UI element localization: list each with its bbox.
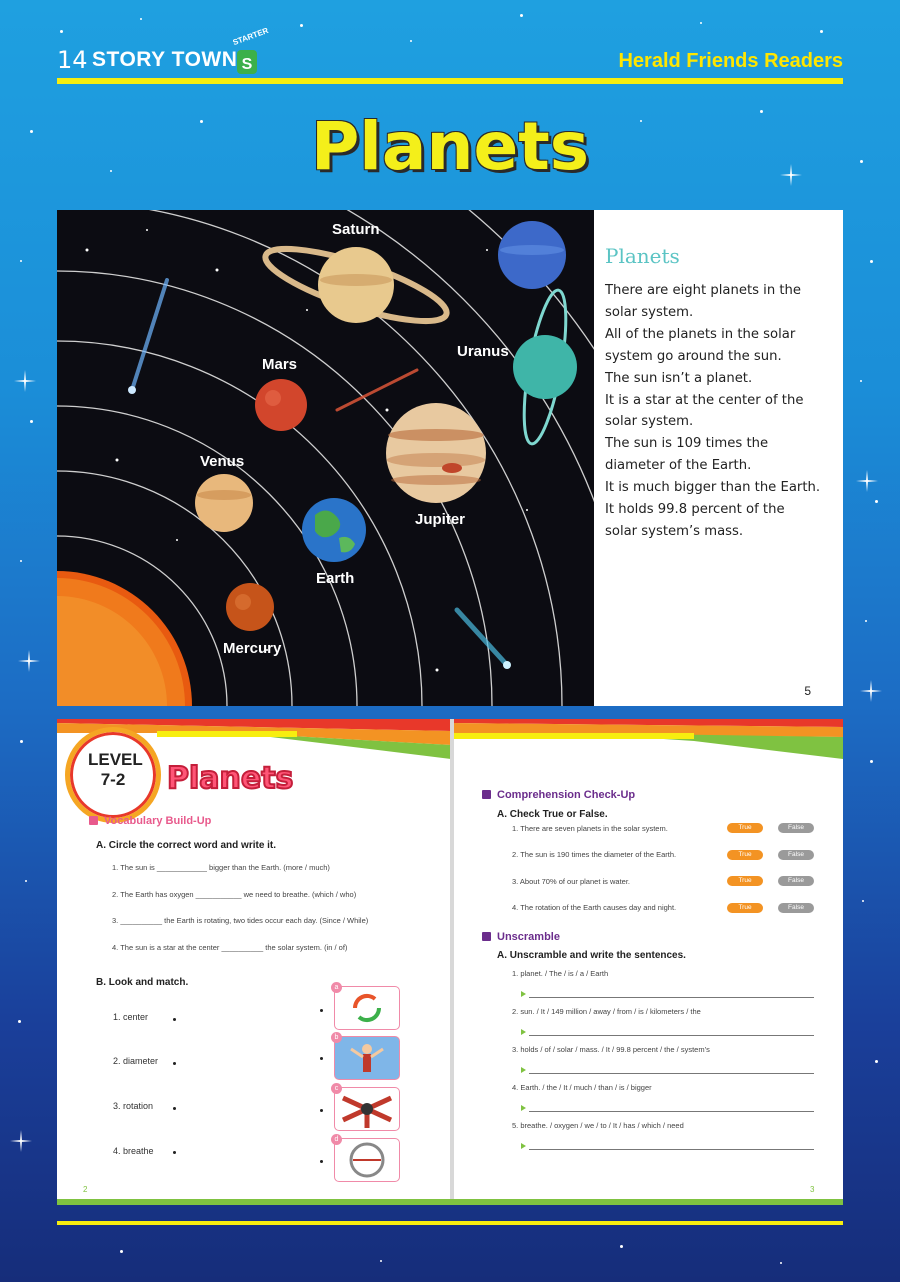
unscramble-item-1: 1. planet. / The / is / a / Earth	[512, 969, 609, 978]
story-line: solar system’s mass.	[605, 523, 744, 539]
planet-label-mercury: Mercury	[223, 640, 282, 657]
vocab-a-item-1: 1. The sun is ____________ bigger than the Earth. (more / much)	[112, 863, 330, 872]
solar-system-illustration	[57, 210, 594, 706]
planet-label-mars: Mars	[262, 356, 298, 373]
planet-label-jupiter: Jupiter	[415, 511, 466, 528]
true-button[interactable]: True	[727, 823, 763, 833]
comprehension-heading: Comprehension Check-Up	[482, 789, 635, 801]
answer-line-1[interactable]	[529, 997, 814, 998]
vocab-a-heading: A. Circle the correct word and write it.	[96, 840, 277, 851]
match-word-1: 1. center	[113, 1012, 149, 1022]
story-text-page	[594, 210, 843, 706]
publisher-name: Herald Friends Readers	[618, 50, 843, 72]
workbook-left-page	[57, 719, 451, 1205]
match-picture-a	[334, 986, 400, 1030]
solar-system-art	[57, 210, 594, 706]
story-line: solar system.	[605, 304, 694, 320]
answer-line-4[interactable]	[529, 1111, 814, 1112]
true-button[interactable]: True	[727, 876, 763, 886]
match-word-4: 4. breathe	[113, 1146, 154, 1156]
match-picture-b	[334, 1036, 400, 1080]
unscramble-item-4: 4. Earth. / the / It / much / than / is / bigger	[512, 1083, 652, 1092]
answer-line-3[interactable]	[529, 1073, 814, 1074]
storybook-spread	[57, 210, 843, 706]
tf-item-4: 4. The rotation of the Earth causes day and night.	[512, 903, 677, 912]
false-button[interactable]: False	[778, 903, 814, 913]
story-line: It is much bigger than the Earth.	[605, 480, 821, 496]
rotation-arrows-icon	[335, 987, 399, 1029]
svg-text:S: S	[241, 56, 253, 73]
level-value: 7-2	[100, 770, 126, 789]
match-dot-right-a[interactable]	[320, 1009, 323, 1012]
vocab-heading: Vocabulary Build-Up	[89, 815, 211, 827]
arrow-icon	[521, 991, 526, 997]
level-text	[88, 750, 143, 790]
pic-tag: b	[331, 1032, 342, 1043]
match-dot-right-c[interactable]	[320, 1109, 323, 1112]
book-icon	[482, 790, 491, 799]
pic-tag: d	[331, 1134, 342, 1145]
false-button[interactable]: False	[778, 823, 814, 833]
true-button[interactable]: True	[727, 850, 763, 860]
story-title: Planets	[605, 244, 680, 268]
tf-item-2: 2. The sun is 190 times the diameter of the Earth.	[512, 850, 677, 859]
planet-label-earth: Earth	[316, 570, 355, 587]
workbook-page-number-left: 2	[83, 1185, 88, 1194]
match-picture-c	[334, 1087, 400, 1131]
story-line: All of the planets in the solar	[605, 326, 796, 342]
footer-rule	[57, 1221, 843, 1225]
match-word-2: 2. diameter	[113, 1056, 159, 1066]
match-dot-left-4[interactable]	[173, 1151, 176, 1154]
unscramble-item-5: 5. breathe. / oxygen / we / to / It / has / which / need	[512, 1121, 684, 1130]
diameter-circle-icon	[335, 1139, 399, 1181]
answer-line-2[interactable]	[529, 1035, 814, 1036]
starter-badge-icon	[235, 42, 259, 76]
arrow-icon	[521, 1105, 526, 1111]
match-dot-right-d[interactable]	[320, 1160, 323, 1163]
match-picture-d	[334, 1138, 400, 1182]
pic-tag: c	[331, 1083, 342, 1094]
vocab-a-item-2: 2. The Earth has oxygen ___________ we need to breathe. (which / who)	[112, 890, 357, 899]
top-color-bands-right	[454, 719, 843, 759]
planet-label-uranus: Uranus	[457, 343, 509, 360]
match-dot-left-3[interactable]	[173, 1107, 176, 1110]
page-header	[57, 25, 843, 88]
tf-item-3: 3. About 70% of our planet is water.	[512, 877, 630, 886]
center-target-icon	[335, 1088, 399, 1130]
book-icon	[482, 932, 491, 941]
page-title: Planets	[310, 108, 590, 185]
vocab-b-heading: B. Look and match.	[96, 977, 189, 988]
match-dot-left-1[interactable]	[173, 1018, 176, 1021]
story-line: It holds 99.8 percent of the	[605, 502, 785, 518]
story-line: system go around the sun.	[605, 348, 782, 364]
arrow-icon	[521, 1067, 526, 1073]
workbook-page-number-right: 3	[810, 1185, 815, 1194]
story-body	[605, 280, 835, 543]
false-button[interactable]: False	[778, 876, 814, 886]
vocab-a-item-4: 4. The sun is a star at the center __________ the solar system. (in / of)	[112, 943, 348, 952]
bottom-color-band	[57, 1199, 843, 1205]
level-label: LEVEL	[88, 750, 143, 769]
vocab-a-item-3: 3. __________ the Earth is rotating, two tides occur each day. (Since / While)	[112, 916, 369, 925]
series-title: STORY TOWN	[92, 48, 238, 71]
tf-heading: A. Check True or False.	[497, 809, 608, 820]
header-rule	[57, 78, 843, 84]
match-word-3: 3. rotation	[113, 1101, 154, 1111]
story-line: The sun is 109 times the	[605, 436, 769, 452]
unscramble-heading: Unscramble	[482, 931, 560, 943]
tf-item-1: 1. There are seven planets in the solar system.	[512, 824, 668, 833]
level-badge	[65, 727, 161, 823]
breathing-person-icon	[335, 1037, 399, 1079]
unscramble-a-heading: A. Unscramble and write the sentences.	[497, 950, 686, 961]
story-line: There are eight planets in the	[605, 283, 802, 298]
story-line: diameter of the Earth.	[605, 458, 752, 474]
pic-tag: a	[331, 982, 342, 993]
story-line: It is a star at the center of the	[605, 392, 804, 408]
arrow-icon	[521, 1143, 526, 1149]
story-page-number: 5	[804, 684, 811, 698]
story-line: The sun isn’t a planet.	[605, 370, 753, 386]
workbook-right-page	[454, 719, 843, 1205]
book-icon	[89, 816, 98, 825]
match-dot-right-b[interactable]	[320, 1057, 323, 1060]
planet-label-saturn: Saturn	[332, 221, 380, 238]
workbook-spread	[57, 719, 843, 1205]
planet-label-venus: Venus	[200, 453, 245, 470]
unscramble-item-3: 3. holds / of / solar / mass. / It / 99.8 percent / the / system’s	[512, 1045, 710, 1054]
unscramble-item-2: 2. sun. / It / 149 million / away / from / is / kilometers / the	[512, 1007, 701, 1016]
false-button[interactable]: False	[778, 850, 814, 860]
answer-line-5[interactable]	[529, 1149, 814, 1150]
workbook-title: Planets	[167, 761, 294, 796]
page-number: 14	[57, 46, 88, 74]
true-button[interactable]: True	[727, 903, 763, 913]
starter-label: STARTER	[231, 25, 270, 48]
arrow-icon	[521, 1029, 526, 1035]
story-line: solar system.	[605, 414, 694, 430]
match-dot-left-2[interactable]	[173, 1062, 176, 1065]
